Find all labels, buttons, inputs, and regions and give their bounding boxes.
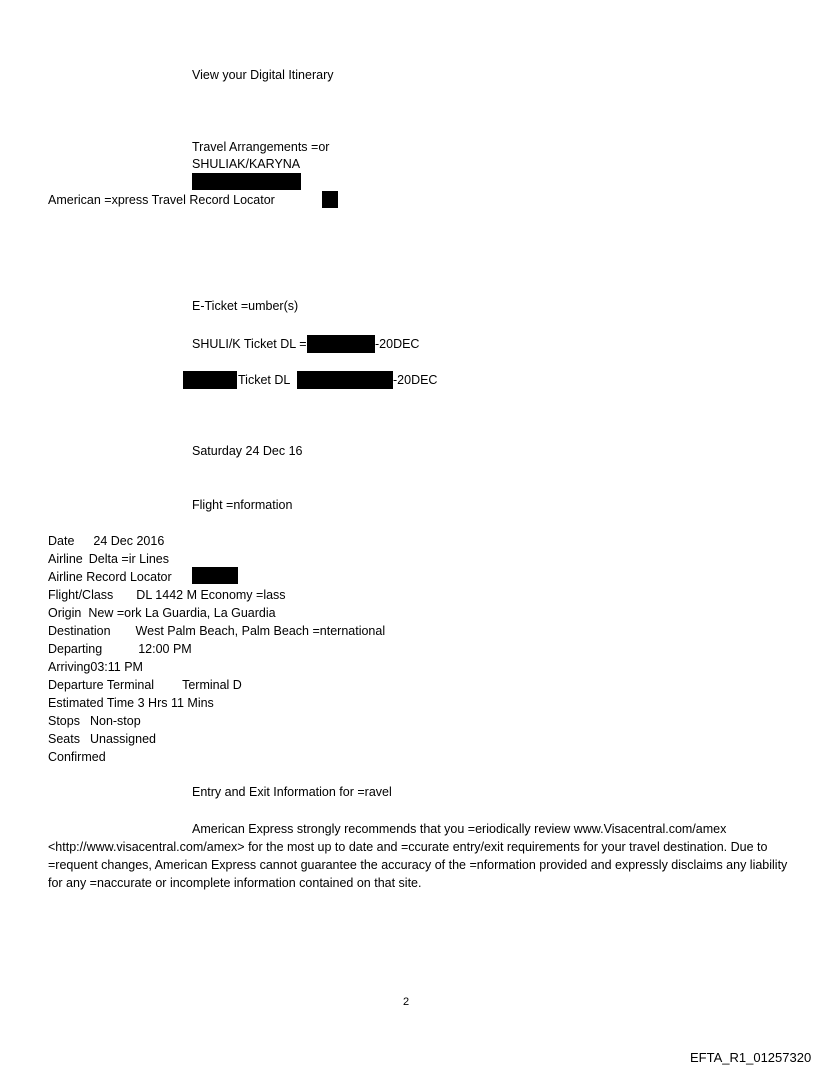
- flight-row: Date 24 Dec 2016: [48, 534, 165, 548]
- flight-row: Estimated Time 3 Hrs 11 Mins: [48, 696, 214, 710]
- ticket2-suffix: -20DEC: [393, 373, 438, 387]
- ticket1-prefix: SHULI/K Ticket DL =: [192, 337, 307, 351]
- entry-heading: Entry and Exit Information for =ravel: [192, 785, 392, 799]
- flight-row: Airline Delta =ir Lines: [48, 552, 169, 566]
- record-locator-label: American =xpress Travel Record Locator: [48, 193, 275, 207]
- flight-row: Origin New =ork La Guardia, La Guardia: [48, 606, 276, 620]
- entry-paragraph: American Express strongly recommends that you =eriodically review www.Visacentral.com/amex <http://www.visacentral.com/amex> for the most up to date and =ccurate entry/exit requirements for your travel destination. Due to =requent changes, American Express cannot guarantee the accuracy of the =nformation provided and expressly disclaims any liability for any =naccurate or incomplete information contained on that site.: [48, 822, 788, 890]
- flight-row: Seats Unassigned: [48, 732, 156, 746]
- flight-row: Departure Terminal Terminal D: [48, 678, 242, 692]
- redaction: [322, 191, 338, 208]
- redaction: [192, 173, 301, 190]
- date-heading: Saturday 24 Dec 16: [192, 444, 303, 458]
- eticket-heading: E-Ticket =umber(s): [192, 299, 299, 313]
- ticket2-prefix: Ticket DL: [238, 373, 291, 387]
- ticket1-suffix: -20DEC: [375, 337, 420, 351]
- flight-heading: Flight =nformation: [192, 498, 293, 512]
- flight-row: Flight/Class DL 1442 M Economy =lass: [48, 588, 286, 602]
- flight-row: Confirmed: [48, 750, 106, 764]
- redaction: [297, 371, 393, 389]
- itinerary-title: View your Digital Itinerary: [192, 68, 334, 82]
- redaction: [192, 567, 238, 584]
- redaction: [307, 335, 375, 353]
- arrangements-label: Travel Arrangements =or: [192, 140, 330, 154]
- redaction: [183, 371, 237, 389]
- flight-row: Stops Non-stop: [48, 714, 141, 728]
- flight-row: Arriving03:11 PM: [48, 660, 143, 674]
- page-number: 2: [403, 996, 410, 1008]
- bates-number: EFTA_R1_01257320: [690, 1050, 812, 1065]
- flight-row: Departing 12:00 PM: [48, 642, 192, 656]
- flight-row: Airline Record Locator: [48, 570, 172, 584]
- flight-row: Destination West Palm Beach, Palm Beach =nternational: [48, 624, 386, 638]
- traveler-name: SHULIAK/KARYNA: [192, 157, 301, 171]
